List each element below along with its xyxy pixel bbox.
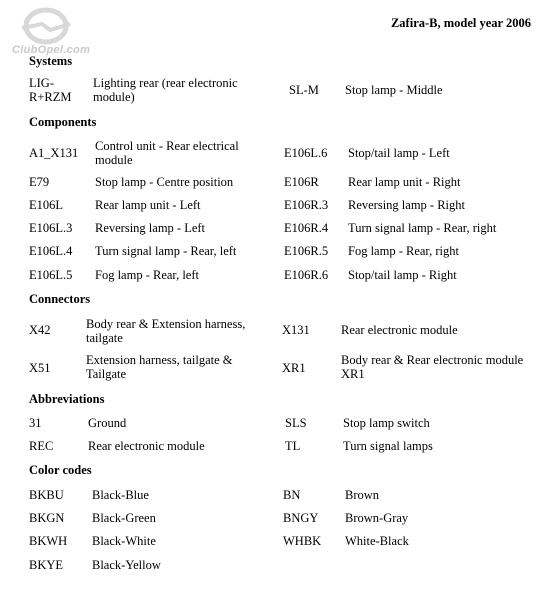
code-right: E106R.6	[284, 268, 329, 282]
code-right: E106L.6	[284, 146, 328, 160]
section-heading-components: Components	[29, 115, 97, 129]
desc-right: Fog lamp - Rear, right	[348, 244, 459, 258]
code-left: BKGN	[29, 511, 65, 525]
code-left: E106L	[29, 198, 64, 212]
code-left: A1_X131	[29, 146, 79, 160]
code-right: XR1	[282, 361, 306, 375]
desc-right: Stop/tail lamp - Left	[348, 146, 450, 160]
desc-left: Black-Blue	[92, 488, 149, 502]
desc-right: Turn signal lamps	[343, 439, 433, 453]
code-right: BN	[283, 488, 301, 502]
code-left: BKYE	[29, 558, 64, 572]
desc-right: Brown-Gray	[345, 511, 409, 525]
code-right: SL-M	[289, 83, 319, 97]
section-heading-connectors: Connectors	[29, 292, 91, 306]
desc-left: Reversing lamp - Left	[95, 221, 206, 235]
desc-left: Turn signal lamp - Rear, left	[95, 244, 237, 258]
desc-right: Brown	[345, 488, 380, 502]
code-left: E106L.5	[29, 268, 73, 282]
code-right: SLS	[285, 416, 307, 430]
code-right: X131	[282, 323, 310, 337]
code-left: X42	[29, 323, 51, 337]
desc-right: Stop/tail lamp - Right	[348, 268, 457, 282]
section-heading-color-codes: Color codes	[29, 463, 92, 477]
code-right: E106R.4	[284, 221, 329, 235]
desc-left: Ground	[88, 416, 127, 430]
desc-left: Lighting rear (rear electronic module)	[93, 76, 238, 104]
section-heading-abbreviations: Abbreviations	[29, 392, 105, 406]
desc-left: Body rear & Extension harness, tailgate	[86, 317, 246, 345]
desc-left: Control unit - Rear electrical module	[95, 139, 239, 167]
code-left: REC	[29, 439, 54, 453]
watermark-text: ClubOpel.com	[12, 44, 91, 56]
desc-left: Extension harness, tailgate & Tailgate	[86, 353, 233, 381]
code-right: E106R.5	[284, 244, 329, 258]
code-left: E106L.4	[29, 244, 73, 258]
page-title: Zafira-B, model year 2006	[390, 16, 531, 30]
code-left: E79	[29, 175, 50, 189]
code-right: TL	[285, 439, 301, 453]
desc-right: Rear electronic module	[341, 323, 458, 337]
desc-right: Stop lamp - Middle	[345, 83, 443, 97]
desc-right: Turn signal lamp - Rear, right	[348, 221, 497, 235]
code-right: WHBK	[283, 534, 322, 548]
code-left: E106L.3	[29, 221, 73, 235]
desc-left: Rear lamp unit - Left	[95, 198, 201, 212]
desc-right: Rear lamp unit - Right	[348, 175, 461, 189]
desc-left: Black-Yellow	[92, 558, 161, 572]
desc-right: Body rear & Rear electronic module XR1	[341, 353, 524, 381]
desc-right: Reversing lamp - Right	[348, 198, 465, 212]
code-left: LIG- R+RZM	[29, 76, 72, 104]
desc-left: Stop lamp - Centre position	[95, 175, 234, 189]
code-right: E106R.3	[284, 198, 329, 212]
desc-left: Black-Green	[92, 511, 156, 525]
desc-left: Rear electronic module	[88, 439, 205, 453]
code-left: 31	[29, 416, 42, 430]
desc-left: Black-White	[92, 534, 156, 548]
section-heading-systems: Systems	[29, 54, 73, 68]
desc-right: White-Black	[345, 534, 409, 548]
code-right: BNGY	[283, 511, 319, 525]
desc-left: Fog lamp - Rear, left	[95, 268, 199, 282]
code-left: BKWH	[29, 534, 68, 548]
code-left: X51	[29, 361, 51, 375]
desc-right: Stop lamp switch	[343, 416, 430, 430]
code-right: E106R	[284, 175, 319, 189]
code-left: BKBU	[29, 488, 64, 502]
